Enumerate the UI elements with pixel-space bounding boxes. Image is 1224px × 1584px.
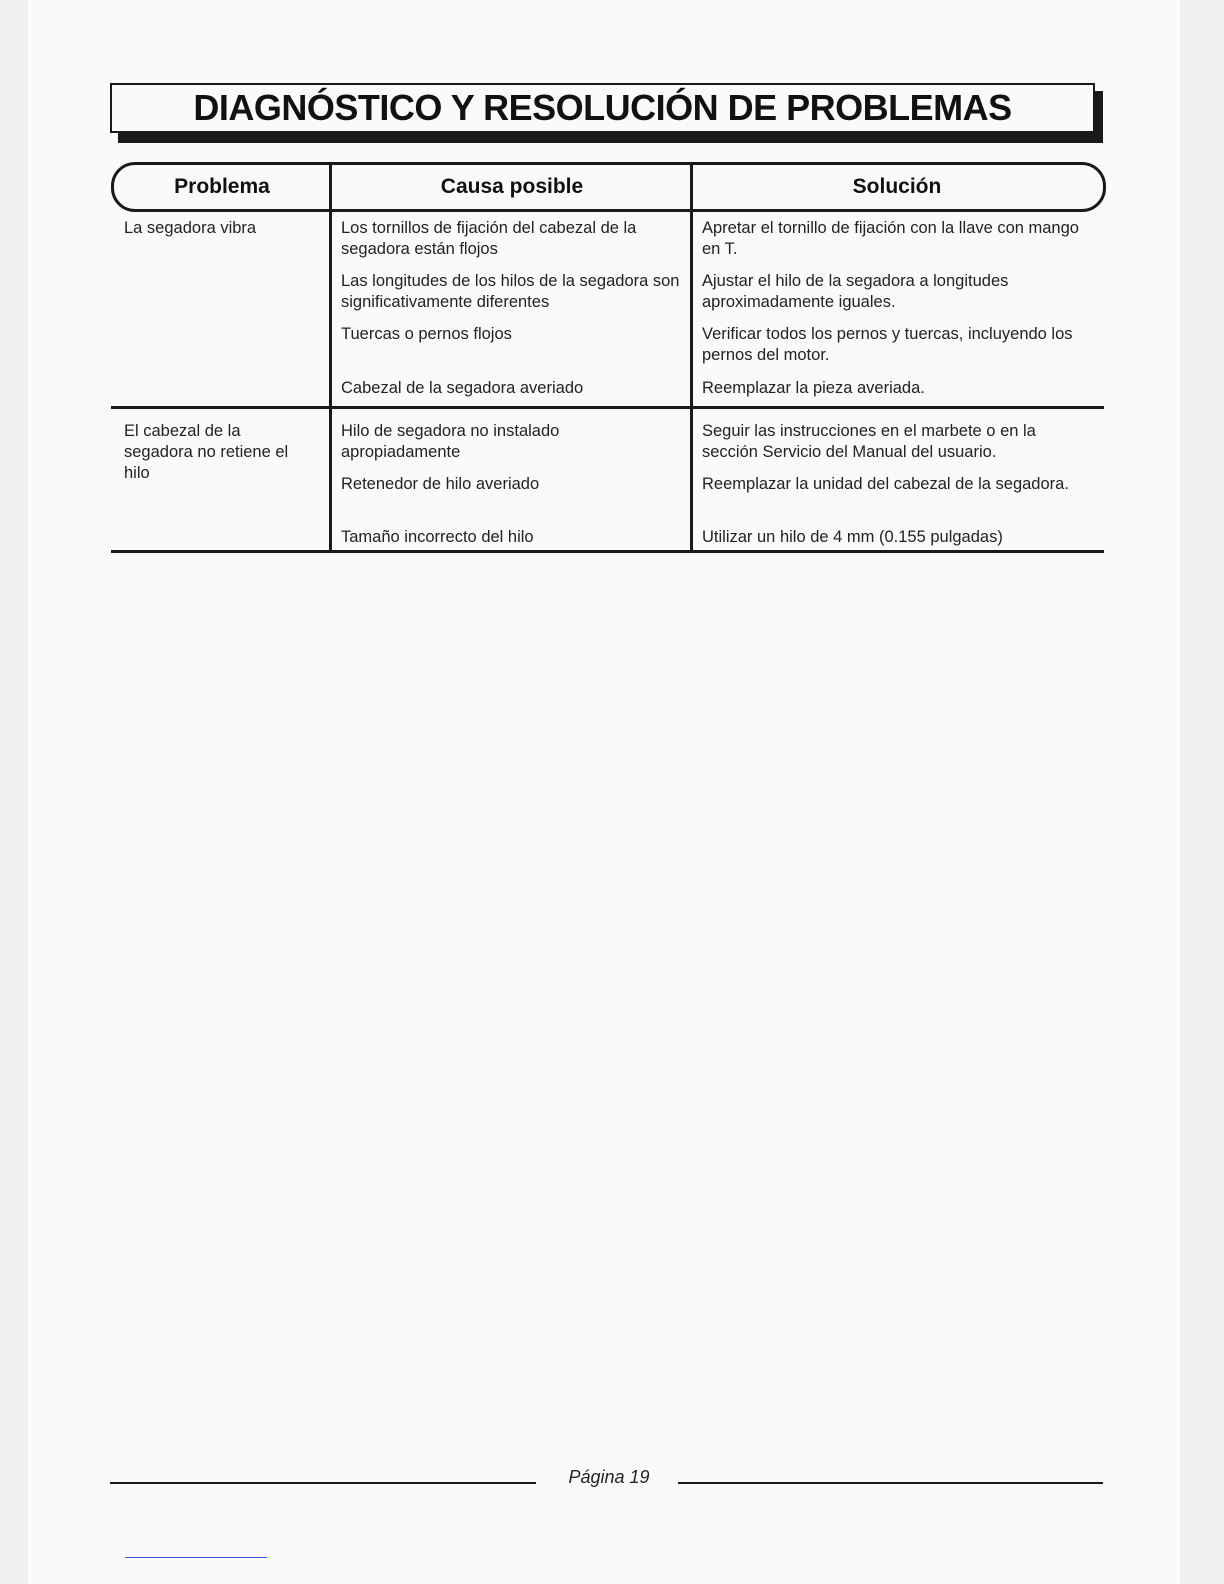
- link-underline: [125, 1557, 267, 1558]
- footer-rule-left: [110, 1482, 536, 1484]
- header-problema: Problema: [174, 175, 270, 198]
- problem-cell: La segadora vibra: [124, 219, 257, 237]
- solution-cell: Apretar el tornillo de fijación con la llave con mango en T.: [702, 219, 1079, 258]
- cause-cell: Tuercas o pernos flojos: [341, 325, 512, 343]
- table-header: [111, 162, 1106, 212]
- cause-cell: Cabezal de la segadora averiado: [341, 379, 584, 397]
- column-divider-2: [690, 162, 693, 553]
- footer-rule-right: [678, 1482, 1103, 1484]
- cause-cell: Retenedor de hilo averiado: [341, 475, 540, 493]
- problem-cell: El cabezal de la segadora no retiene el hilo: [124, 422, 289, 482]
- cause-cell: Tamaño incorrecto del hilo: [341, 528, 534, 546]
- solution-cell: Ajustar el hilo de la segadora a longitudes aproximadamente iguales.: [702, 272, 1009, 311]
- solution-cell: Reemplazar la pieza averiada.: [702, 379, 925, 397]
- header-solucion: Solución: [852, 175, 942, 198]
- solution-cell: Utilizar un hilo de 4 mm (0.155 pulgadas): [702, 528, 1003, 546]
- table-bottom-rule: [111, 550, 1104, 553]
- group-divider: [111, 406, 1104, 409]
- cause-cell: Las longitudes de los hilos de la segadora son significativamente diferentes: [341, 272, 680, 311]
- solution-cell: Seguir las instrucciones en el marbete o en la sección Servicio del Manual del usuario.: [702, 422, 1036, 461]
- cause-cell: Los tornillos de fijación del cabezal de la segadora están flojos: [341, 219, 637, 258]
- header-causa-posible: Causa posible: [440, 175, 584, 198]
- column-divider-1: [329, 162, 332, 553]
- page-title: DIAGNÓSTICO Y RESOLUCIÓN DE PROBLEMAS: [193, 87, 1012, 128]
- title-banner: [110, 83, 1095, 133]
- cause-cell: Hilo de segadora no instalado apropiadamente: [341, 422, 560, 461]
- solution-cell: Reemplazar la unidad del cabezal de la segadora.: [702, 475, 1069, 493]
- solution-cell: Verificar todos los pernos y tuercas, incluyendo los pernos del motor.: [702, 325, 1073, 364]
- page-number: Página 19: [568, 1467, 650, 1487]
